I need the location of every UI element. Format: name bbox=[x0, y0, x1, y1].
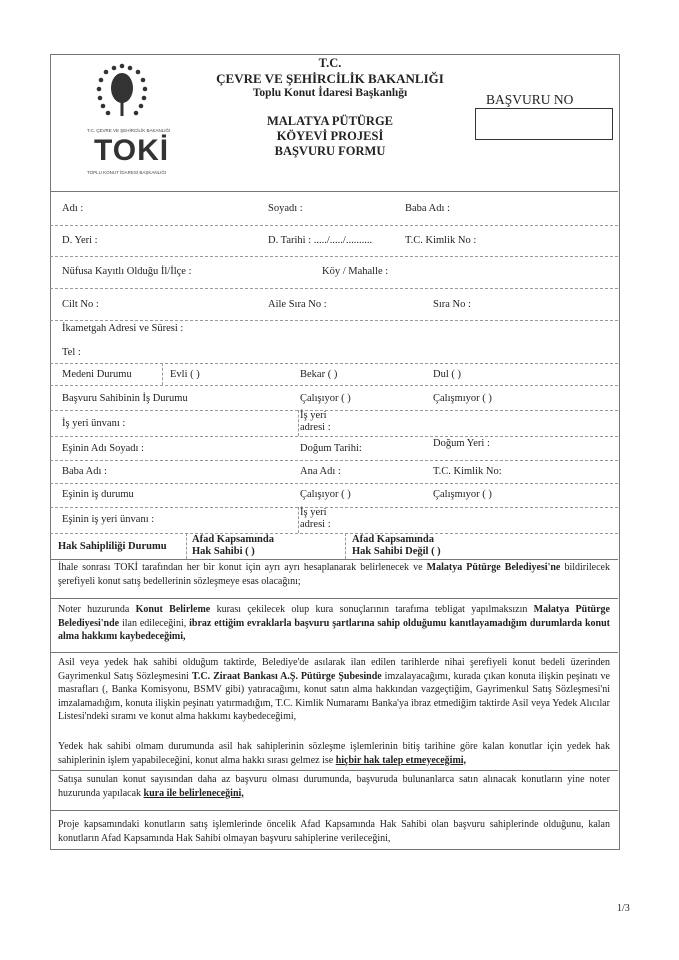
page-number: 1/3 bbox=[617, 903, 630, 914]
father-name-field[interactable]: Baba Adı : bbox=[405, 203, 450, 214]
unemployed-option[interactable]: Çalışmıyor ( ) bbox=[433, 393, 492, 404]
divider bbox=[186, 533, 187, 559]
paragraph-reserve bbox=[58, 740, 610, 767]
divider bbox=[50, 507, 618, 508]
spouse-mother-name-field[interactable]: Ana Adı : bbox=[300, 466, 341, 477]
project-title bbox=[220, 114, 440, 159]
text: Yedek hak sahibi olmam durumunda asil hak sahiplerinin sözleşme işlemlerinin bitiş tarihine göre kalan konutlar için yedek hak sahiplerinin işlem yapabileceğini, konut alma hakkı sırası gelmez ise bbox=[58, 741, 610, 766]
project-line-2: KÖYEVİ PROJESİ bbox=[276, 129, 384, 143]
village-field[interactable]: Köy / Mahalle : bbox=[322, 266, 389, 277]
divider bbox=[50, 288, 618, 289]
single-option[interactable]: Bekar ( ) bbox=[300, 369, 338, 380]
divider bbox=[298, 410, 299, 436]
text: ibraz ettiğim evraklarla başvuru şartlarına sahip olduğumu kanıtlayamadığım durumlarda konut alma hakkımı kaybedeceğimi, bbox=[58, 617, 610, 642]
divider bbox=[50, 770, 618, 771]
paragraph-contract bbox=[58, 656, 610, 724]
application-no-box[interactable] bbox=[475, 108, 613, 140]
text: T.C. Ziraat Bankası A.Ş. Pütürge Şubesinde bbox=[191, 670, 382, 682]
tree-emblem-icon bbox=[88, 62, 188, 134]
first-name-field[interactable]: Adı : bbox=[62, 203, 84, 214]
divider bbox=[50, 533, 618, 534]
employment-status-label: Başvuru Sahibinin İş Durumu bbox=[62, 393, 188, 404]
divider bbox=[50, 320, 618, 321]
phone-field[interactable]: Tel : bbox=[62, 347, 81, 358]
logo-small-text-bottom: TOPLU KONUT İDARESİ BAŞKANLIĞI bbox=[87, 170, 167, 175]
spouse-father-name-field[interactable]: Baba Adı : bbox=[62, 466, 107, 477]
text: kura ile belirleneceğini, bbox=[143, 787, 244, 799]
text: bildirilecek şerefiyeli konut satış bedellerinin sözleşmeye esas olacağını; bbox=[58, 562, 610, 587]
form-title: BAŞVURU FORMU bbox=[274, 144, 386, 158]
text: Proje kapsamındaki konutların satış işlemlerinde öncelik Afad Kapsamında Hak Sahibi olan başvuru sahiplerinde olduğunu, kalan konutların Afad Kapsamında Hak Sahibi olmayan başvuru sahiplerine verileceğini, bbox=[58, 819, 610, 844]
divider bbox=[50, 385, 618, 386]
spouse-name-field[interactable]: Eşinin Adı Soyadı : bbox=[62, 443, 144, 454]
divider bbox=[50, 559, 618, 560]
workplace-address-label-1: İş yeri bbox=[300, 410, 327, 421]
form-header bbox=[190, 56, 470, 101]
tc-label: T.C. bbox=[318, 56, 342, 70]
afad-entitled-option[interactable] bbox=[192, 534, 274, 558]
spouse-tc-id-field[interactable]: T.C. Kimlik No: bbox=[433, 466, 502, 477]
text: kurası çekilecek olup kura sonuçlarının tarafıma tebligat yapılmaksızın bbox=[210, 604, 534, 615]
spouse-employment-label: Eşinin iş durumu bbox=[62, 489, 134, 500]
spouse-birth-place-field[interactable]: Doğum Yeri : bbox=[433, 438, 490, 449]
tc-id-field[interactable]: T.C. Kimlik No : bbox=[405, 235, 477, 246]
text: Asil veya yedek hak sahibi olduğum taktirde, Belediye'de asılarak ilan edilen tarihlerde nihai şerefiyeli konut bedeli üzerinden Gayrimenkul Satış Sözleşmesini bbox=[58, 657, 610, 682]
text: Noter huzurunda bbox=[58, 604, 136, 615]
logo-small-text-top: T.C. ÇEVRE VE ŞEHİRCİLİK BAKANLIĞI bbox=[87, 128, 171, 133]
ministry-name: ÇEVRE VE ŞEHİRCİLİK BAKANLIĞI bbox=[216, 71, 444, 86]
spouse-unemployed-option[interactable]: Çalışmıyor ( ) bbox=[433, 489, 492, 500]
spouse-workplace-address-label-1: İş yeri bbox=[300, 507, 327, 518]
afad-not-entitled-label-2: Hak Sahibi Değil ( ) bbox=[352, 546, 441, 557]
divider bbox=[50, 810, 618, 811]
divider bbox=[50, 363, 618, 364]
text: Satışa sunulan konut sayısından daha az başvuru olması durumunda, başvuruda bulunanlarca satın alınacak konutların yine noter huzurunda yapılacak bbox=[58, 774, 610, 799]
divider bbox=[162, 363, 163, 385]
text: İhale sonrası TOKİ tarafından her bir konut için ayrı ayrı hesaplanarak belirlenecek ve bbox=[58, 562, 427, 573]
birth-date-field[interactable]: D. Tarihi : ...../...../.......... bbox=[268, 235, 373, 246]
paragraph-lottery bbox=[58, 603, 610, 644]
text: Malatya Pütürge Belediyesi'ne bbox=[426, 562, 561, 573]
marital-status-label: Medeni Durumu bbox=[62, 369, 132, 380]
divider bbox=[50, 598, 618, 599]
entitlement-status-label: Hak Sahipliliği Durumu bbox=[58, 541, 167, 552]
employed-option[interactable]: Çalışıyor ( ) bbox=[300, 393, 351, 404]
text: imzalayacağımı, kurada çıkan konuta ilişkin peşinatı ve masrafları (, Banka Komisyonu, BSMV gibi) yatıracağımı, konut satın alma hakkından vazgeçtiğim, Gayrimenkul Satış Sözleşmesi'ni imzalamadığım, konuta ilişkin peşinatı yatırmadığım, T.C. Kimlik Numaramı Banka'ya ibraz etmediğim taktirde Asil veya Yedek Alıcılar Listesi'ndeki sıramı ve konut alma hakkımı kaybedeceğimi, bbox=[58, 670, 610, 722]
last-name-field[interactable]: Soyadı : bbox=[268, 203, 303, 214]
family-seq-field[interactable]: Aile Sıra No : bbox=[268, 299, 327, 310]
logo-brand: TOKİ bbox=[94, 134, 170, 167]
toki-logo bbox=[88, 62, 188, 182]
text: hiçbir hak talep etmeyeceğimi, bbox=[335, 754, 467, 766]
text: Konut Belirleme bbox=[135, 604, 211, 615]
divider bbox=[345, 533, 346, 559]
registry-province-field[interactable]: Nüfusa Kayıtlı Olduğu İl/İlçe : bbox=[62, 266, 192, 277]
paragraph-pricing bbox=[58, 561, 610, 588]
project-line-1: MALATYA PÜTÜRGE bbox=[266, 114, 394, 128]
application-no-label: BAŞVURU NO bbox=[486, 92, 574, 107]
workplace-title-field[interactable]: İş yeri ünvanı : bbox=[62, 418, 126, 429]
paragraph-fewer-applicants bbox=[58, 773, 610, 800]
spouse-employed-option[interactable]: Çalışıyor ( ) bbox=[300, 489, 351, 500]
text: ilan edileceğini, bbox=[119, 617, 190, 629]
afad-entitled-label-2: Hak Sahibi ( ) bbox=[192, 546, 255, 557]
spouse-workplace-title-field[interactable]: Eşinin iş yeri ünvanı : bbox=[62, 514, 155, 525]
residence-address-field[interactable]: İkametgah Adresi ve Süresi : bbox=[62, 323, 184, 334]
workplace-address-label-2: adresi : bbox=[300, 422, 331, 433]
spouse-workplace-address-label-2: adresi : bbox=[300, 519, 331, 530]
paragraph-afad-priority bbox=[58, 818, 610, 845]
divider bbox=[50, 256, 618, 257]
divider bbox=[50, 191, 618, 192]
divider bbox=[50, 652, 618, 653]
divider bbox=[50, 410, 618, 411]
divider bbox=[50, 225, 618, 226]
seq-no-field[interactable]: Sıra No : bbox=[433, 299, 471, 310]
agency-name: Toplu Konut İdaresi Başkanlığı bbox=[252, 87, 408, 99]
afad-entitled-label-1: Afad Kapsamında bbox=[192, 534, 274, 545]
divider bbox=[298, 507, 299, 533]
divider bbox=[50, 436, 618, 437]
married-option[interactable]: Evli ( ) bbox=[170, 369, 200, 380]
afad-not-entitled-label-1: Afad Kapsamında bbox=[352, 534, 434, 545]
workplace-address-field[interactable] bbox=[300, 410, 331, 434]
spouse-workplace-address-field[interactable] bbox=[300, 507, 331, 531]
divider bbox=[50, 483, 618, 484]
volume-no-field[interactable]: Cilt No : bbox=[62, 299, 99, 310]
afad-not-entitled-option[interactable] bbox=[352, 534, 441, 558]
widowed-option[interactable]: Dul ( ) bbox=[433, 369, 461, 380]
divider bbox=[50, 460, 618, 461]
spouse-birth-date-field[interactable]: Doğum Tarihi: bbox=[300, 443, 362, 454]
birth-place-field[interactable]: D. Yeri : bbox=[62, 235, 98, 246]
text: Malatya Pütürge Belediyesi'nde bbox=[58, 604, 610, 629]
